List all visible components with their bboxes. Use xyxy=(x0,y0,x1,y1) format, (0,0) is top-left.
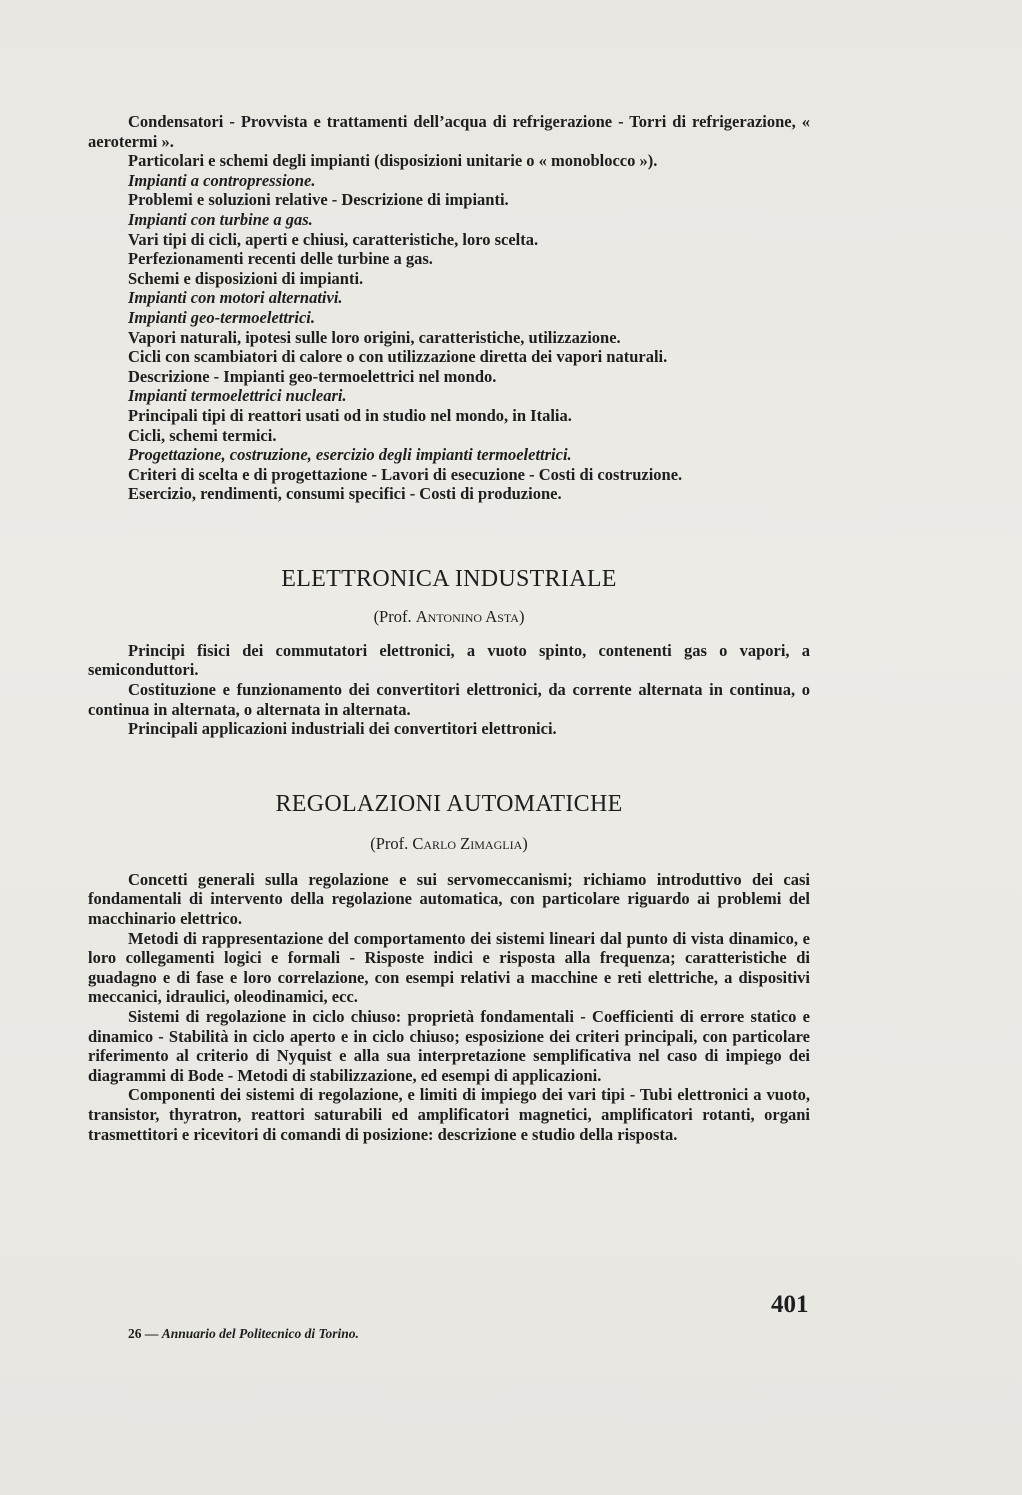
text-column xyxy=(88,112,810,1144)
paragraph: Sistemi di regolazione in ciclo chiuso: proprietà fondamentali - Coefficienti di errore statico e dinamico - Stabilità in ciclo aperto e in ciclo chiuso; esposizione dei criteri principali, con particolare riferimento al criterio di Nyquist e alla sua interpretazione semplificativa nel caso di impiego dei diagrammi di Bode - Metodi di stabilizzazione, ed esempi di applicazioni. xyxy=(88,1007,810,1085)
professor-name: Carlo Zimaglia xyxy=(412,833,523,853)
program-line: Vari tipi di cicli, aperti e chiusi, caratteristiche, loro scelta. xyxy=(128,229,539,249)
paragraph: Principali applicazioni industriali dei convertitori elettronici. xyxy=(128,719,557,739)
paragraph: Costituzione e funzionamento dei convertitori elettronici, da corrente alternata in continua, o continua in alternata, o alternata in alternata. xyxy=(88,680,810,719)
subsection-title: Impianti con turbine a gas. xyxy=(128,209,313,229)
program-line: Descrizione - Impianti geo-termoelettrici nel mondo. xyxy=(128,366,497,386)
subsection-title: Impianti a contropressione. xyxy=(128,170,316,190)
section-elettronica xyxy=(88,566,810,739)
section-body xyxy=(88,870,810,1144)
section-body xyxy=(88,641,810,739)
footer-signature xyxy=(128,1326,359,1342)
professor-name: Antonino Asta xyxy=(415,606,519,626)
subsection-title: Impianti con motori alternativi. xyxy=(128,288,343,308)
prof-suffix: ) xyxy=(518,606,525,626)
paragraph: Concetti generali sulla regolazione e sui servomeccanismi; richiamo introduttivo dei casi fondamentali di intervento della regolazione automatica, con particolare riguardo ai problemi del macchinario elettrico. xyxy=(88,869,810,929)
program-line: Condensatori - Provvista e trattamenti dell’acqua di refrigerazione - Torri di refrigerazione, « aerotermi ». xyxy=(88,112,810,151)
professor-line xyxy=(88,607,810,627)
program-line: Problemi e soluzioni relative - Descrizione di impianti. xyxy=(128,190,509,210)
subsection-title: Impianti geo-termoelettrici. xyxy=(128,307,315,327)
page-number: 401 xyxy=(771,1291,809,1318)
program-line: Criteri di scelta e di progettazione - Lavori di esecuzione - Costi di costruzione. xyxy=(128,464,683,484)
program-line: Cicli con scambiatori di calore o con utilizzazione diretta dei vapori naturali. xyxy=(128,347,668,367)
program-line: Schemi e disposizioni di impianti. xyxy=(128,268,364,288)
professor-line xyxy=(88,834,810,854)
paragraph: Metodi di rappresentazione del comportamento dei sistemi lineari dal punto di vista dinamico, e loro collegamenti logici e formali - Risposte indici e risposta alla frequenza; caratteristiche di guadagno e di fase e loro correlazione, con esempi relativi a macchine e reti elettriche, a dispositivi meccanici, idraulici, oleodinamici, ecc. xyxy=(88,928,810,1007)
footer-sig-number: 26 — xyxy=(128,1326,162,1341)
program-line: Perfezionamenti recenti delle turbine a gas. xyxy=(128,249,433,269)
prof-prefix: (Prof. xyxy=(373,606,416,626)
course-program-continuation xyxy=(88,112,810,504)
paragraph: Componenti dei sistemi di regolazione, e limiti di impiego dei vari tipi - Tubi elettronici a vuoto, transistor, thyratron, reattori saturabili ed amplificatori magnetici, amplificatori rotanti, organi trasmettitori e ricevitori di comandi di posizione: descrizione e studio della risposta. xyxy=(88,1085,810,1144)
paragraph: Principi fisici dei commutatori elettronici, a vuoto spinto, contenenti gas o vapori, a semiconduttori. xyxy=(88,640,810,680)
program-line: Principali tipi di reattori usati od in studio nel mondo, in Italia. xyxy=(128,405,572,425)
prof-prefix: (Prof. xyxy=(370,833,413,853)
program-line: Vapori naturali, ipotesi sulle loro origini, caratteristiche, utilizzazione. xyxy=(128,327,621,347)
section-heading: REGOLAZIONI AUTOMATICHE xyxy=(275,790,623,817)
section-regolazioni xyxy=(88,791,810,1144)
program-line: Esercizio, rendimenti, consumi specifici - Costi di produzione. xyxy=(128,484,562,504)
program-line: Particolari e schemi degli impianti (disposizioni unitarie o « monoblocco »). xyxy=(128,151,658,171)
subsection-title: Progettazione, costruzione, esercizio degli impianti termoelettrici. xyxy=(128,445,572,465)
subsection-title: Impianti termoelettrici nucleari. xyxy=(128,386,347,406)
program-line: Cicli, schemi termici. xyxy=(128,425,277,445)
footer-title: Annuario del Politecnico di Torino. xyxy=(161,1326,359,1341)
section-heading: ELETTRONICA INDUSTRIALE xyxy=(281,565,617,592)
prof-suffix: ) xyxy=(522,833,528,853)
